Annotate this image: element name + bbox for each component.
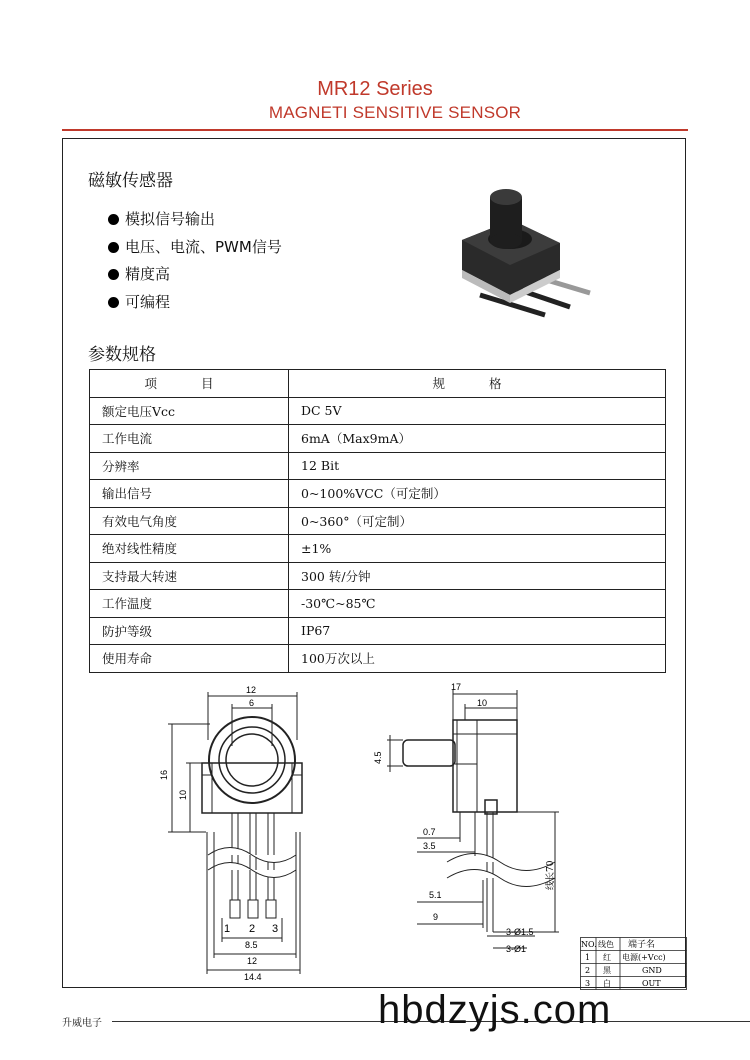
product-name: 磁敏传感器 xyxy=(88,171,173,191)
table-row: 支持最大转速 300 转/分钟 xyxy=(90,562,666,590)
page-title: MR12 Series xyxy=(317,78,433,100)
svg-text:OUT: OUT xyxy=(642,979,661,988)
svg-text:线色: 线色 xyxy=(598,940,614,949)
dim-label: 12 xyxy=(246,685,257,695)
side-view-drawing xyxy=(365,680,580,960)
table-row: 额定电压Vcc DC 5V xyxy=(90,397,666,425)
pin-label: 2 xyxy=(249,923,256,935)
svg-text:端子名: 端子名 xyxy=(628,940,656,950)
svg-text:1: 1 xyxy=(585,953,591,962)
spec-table xyxy=(89,369,666,673)
column-header: 项 目 xyxy=(90,370,289,398)
feature-item: 可编程 xyxy=(108,289,282,317)
dim-label: 12 xyxy=(247,956,258,966)
bullet-icon xyxy=(108,297,119,308)
svg-text:NO.: NO. xyxy=(581,940,597,949)
svg-text:3: 3 xyxy=(585,979,591,988)
dim-label: 16 xyxy=(159,769,169,780)
sensor-product-image xyxy=(450,175,600,320)
table-header-row xyxy=(90,370,666,398)
watermark-text: hbdzyjs.com xyxy=(378,988,612,1032)
pin-label: 3 xyxy=(272,923,279,935)
dim-label: 14.4 xyxy=(244,972,262,980)
pin-label: 1 xyxy=(224,923,231,935)
table-row: 使用寿命 100万次以上 xyxy=(90,645,666,673)
dim-label: 3.5 xyxy=(423,841,436,851)
dim-label: 3-Ø1 xyxy=(506,944,527,954)
table-row: 有效电气角度 0~360°（可定制） xyxy=(90,507,666,535)
bullet-icon xyxy=(108,269,119,280)
params-heading: 参数规格 xyxy=(88,345,156,365)
dim-label: 17 xyxy=(451,682,462,692)
page-subtitle: MAGNETI SENSITIVE SENSOR xyxy=(268,103,522,122)
header-divider xyxy=(62,129,688,131)
table-row: 防护等级 IP67 xyxy=(90,617,666,645)
dim-label: 3-Ø1.5 xyxy=(506,927,534,937)
feature-list xyxy=(108,206,282,316)
wire-color-table xyxy=(580,937,690,991)
table-row: 工作温度 -30℃~85℃ xyxy=(90,590,666,618)
svg-text:GND: GND xyxy=(642,966,662,975)
feature-item: 模拟信号输出 xyxy=(108,206,282,234)
front-view-drawing xyxy=(150,680,340,980)
dim-label: 5.1 xyxy=(429,890,442,900)
dim-label: 8.5 xyxy=(245,940,258,950)
table-row: 输出信号 0~100%VCC（可定制） xyxy=(90,480,666,508)
svg-text:红: 红 xyxy=(603,953,611,962)
dim-label: 10 xyxy=(178,789,188,800)
dim-label: 9 xyxy=(433,912,439,922)
dim-label: 0.7 xyxy=(423,827,436,837)
feature-item: 精度高 xyxy=(108,261,282,289)
dim-label: 6 xyxy=(249,698,255,708)
svg-text:黑: 黑 xyxy=(603,966,611,975)
svg-text:2: 2 xyxy=(585,966,591,975)
svg-text:电源(+Vcc): 电源(+Vcc) xyxy=(622,953,666,962)
column-header: 规 格 xyxy=(289,370,666,398)
lead-length-label: 线长70 xyxy=(546,860,556,890)
dim-label: 4.5 xyxy=(373,751,383,764)
table-row: 绝对线性精度 ±1% xyxy=(90,535,666,563)
table-row: 分辨率 12 Bit xyxy=(90,452,666,480)
svg-text:白: 白 xyxy=(603,979,611,988)
table-row: 工作电流 6mA（Max9mA） xyxy=(90,425,666,453)
footer-brand: 升威电子 xyxy=(62,1018,102,1029)
feature-item: 电压、电流、PWM信号 xyxy=(108,234,282,262)
bullet-icon xyxy=(108,214,119,225)
dim-label: 10 xyxy=(477,698,488,708)
bullet-icon xyxy=(108,242,119,253)
